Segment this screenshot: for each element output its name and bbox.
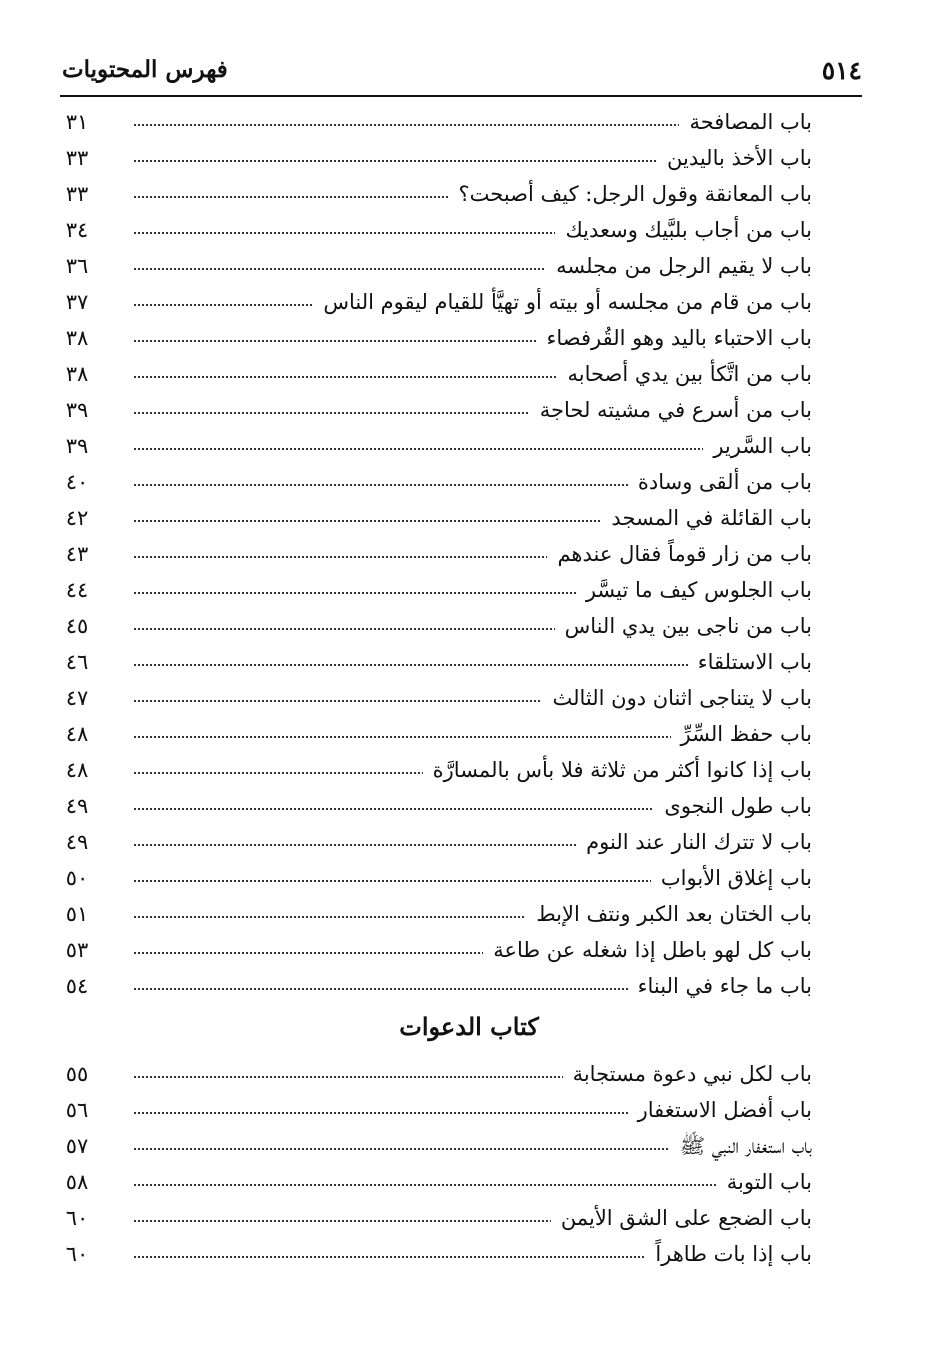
toc-entry bbox=[0, 645, 938, 681]
toc-entry-title: باب الجلوس كيف ما تيسَّر bbox=[576, 575, 812, 605]
toc-entry-page: ٤٧ bbox=[65, 686, 89, 710]
toc-entry-page: ٥٤ bbox=[65, 974, 89, 998]
toc-entry-title: باب الضجع على الشق الأيمن bbox=[551, 1203, 812, 1233]
toc-entry-title: باب من أسرع في مشيته لحاجة bbox=[530, 395, 812, 425]
toc-entry-title: باب إغلاق الأبواب bbox=[651, 863, 812, 893]
toc-entry-title: باب لكل نبي دعوة مستجابة bbox=[563, 1059, 812, 1089]
toc-entry-title: باب الأخذ باليدين bbox=[657, 143, 812, 173]
toc-entry-title: باب الاستلقاء bbox=[688, 647, 812, 677]
toc-entry-title: باب لا يتناجى اثنان دون الثالث bbox=[542, 683, 812, 713]
toc-entry-page: ٤٣ bbox=[65, 542, 89, 566]
toc-entry-title: باب من قام من مجلسه أو بيته أو تهيَّأ للقيام ليقوم الناس bbox=[313, 287, 812, 317]
toc-entry bbox=[0, 393, 938, 429]
toc-entry bbox=[0, 321, 938, 357]
toc-entry-page: ٣٦ bbox=[65, 254, 89, 278]
toc-entry bbox=[0, 753, 938, 789]
toc-entry-page: ٤٥ bbox=[65, 614, 89, 638]
toc-entry-title: باب من اتَّكأ بين يدي أصحابه bbox=[558, 359, 813, 389]
toc-entry-page: ٥١ bbox=[65, 902, 89, 926]
toc-entry-page: ٤٠ bbox=[65, 470, 89, 494]
toc-entry bbox=[0, 465, 938, 501]
toc-entry bbox=[0, 1129, 938, 1165]
toc-entry bbox=[0, 357, 938, 393]
toc-entry-title: باب من ناجى بين يدي الناس bbox=[555, 611, 812, 641]
page-header bbox=[62, 50, 862, 94]
toc-entry-title: باب القائلة في المسجد bbox=[601, 503, 812, 533]
toc-entry bbox=[0, 537, 938, 573]
dot-leader bbox=[134, 1184, 812, 1186]
toc-entry-title: باب ما جاء في البناء bbox=[628, 971, 812, 1001]
toc-entry bbox=[0, 1165, 938, 1201]
toc-entry-page: ٥٠ bbox=[65, 866, 89, 890]
toc-entry bbox=[0, 429, 938, 465]
toc-entry bbox=[0, 717, 938, 753]
toc-entry-page: ٣٣ bbox=[65, 182, 89, 206]
toc-entry-page: ٣٧ bbox=[65, 290, 89, 314]
toc-entry-page: ٦٠ bbox=[65, 1206, 89, 1230]
toc-entry bbox=[0, 177, 938, 213]
toc-entry-page: ٤٩ bbox=[65, 794, 89, 818]
toc-entry-title: باب الاحتباء باليد وهو القُرفصاء bbox=[537, 323, 812, 353]
toc-entry bbox=[0, 861, 938, 897]
toc-entry-page: ٦٠ bbox=[65, 1242, 89, 1266]
toc-entry-title: باب كل لهو باطل إذا شغله عن طاعة bbox=[483, 935, 812, 965]
toc-entry-title: باب إذا بات طاهراً bbox=[645, 1239, 812, 1269]
toc-list-supplications bbox=[0, 1057, 938, 1273]
toc-entry-title: باب لا تترك النار عند النوم bbox=[576, 827, 812, 857]
toc-entry bbox=[0, 501, 938, 537]
running-title: فهرس المحتويات bbox=[62, 56, 228, 83]
toc-entry bbox=[0, 105, 938, 141]
toc-entry-title: باب التوبة bbox=[717, 1167, 812, 1197]
toc-entry-title: باب أفضل الاستغفار bbox=[628, 1095, 812, 1125]
toc-entry bbox=[0, 573, 938, 609]
toc-list-manners bbox=[0, 105, 938, 1005]
toc-entry-page: ٣٩ bbox=[65, 398, 89, 422]
toc-entry bbox=[0, 681, 938, 717]
toc-entry bbox=[0, 285, 938, 321]
toc-entry-page: ٥٥ bbox=[65, 1062, 89, 1086]
toc-entry bbox=[0, 249, 938, 285]
toc-entry-page: ٥٧ bbox=[65, 1134, 89, 1158]
toc-entry-page: ٤٦ bbox=[65, 650, 89, 674]
toc-entry-title: باب طول النجوى bbox=[654, 791, 812, 821]
toc-entry-title: باب الختان بعد الكبر ونتف الإبط bbox=[526, 899, 812, 929]
toc-entry bbox=[0, 1201, 938, 1237]
toc-entry bbox=[0, 789, 938, 825]
toc-entry bbox=[0, 825, 938, 861]
toc-entry-page: ٣٣ bbox=[65, 146, 89, 170]
toc-entry-page: ٤٩ bbox=[65, 830, 89, 854]
toc-entry bbox=[0, 1093, 938, 1129]
section-heading: كتاب الدعوات bbox=[399, 1012, 539, 1041]
toc-entry-page: ٥٦ bbox=[65, 1098, 89, 1122]
toc-entry-title: باب استغفار النبي ﷺ bbox=[670, 1131, 812, 1161]
toc-entry-title: باب من زار قوماً فقال عندهم bbox=[547, 539, 812, 569]
toc-entry-page: ٥٣ bbox=[65, 938, 89, 962]
toc-entry-title: باب المصافحة bbox=[679, 107, 812, 137]
toc-entry-title: باب من أجاب بلبَّيك وسعديك bbox=[555, 215, 812, 245]
toc-entry-page: ٣١ bbox=[65, 110, 89, 134]
toc-entry-page: ٤٤ bbox=[65, 578, 89, 602]
toc-entry bbox=[0, 897, 938, 933]
toc-entry bbox=[0, 1057, 938, 1093]
toc-entry bbox=[0, 141, 938, 177]
toc-entry-title: باب إذا كانوا أكثر من ثلاثة فلا بأس بالمسارَّة bbox=[423, 755, 812, 785]
toc-entry-title: باب حفظ السِّرِّ bbox=[671, 719, 812, 749]
toc-entry-page: ٤٢ bbox=[65, 506, 89, 530]
toc-entry-page: ٤٨ bbox=[65, 722, 89, 746]
toc-entry-page: ٣٨ bbox=[65, 362, 89, 386]
toc-entry bbox=[0, 213, 938, 249]
toc-entry bbox=[0, 969, 938, 1005]
toc-entry-page: ٥٨ bbox=[65, 1170, 89, 1194]
header-rule bbox=[60, 95, 862, 97]
toc-entry-page: ٣٤ bbox=[65, 218, 89, 242]
toc-entry-title: باب المعانقة وقول الرجل: كيف أصبحت؟ bbox=[449, 179, 812, 209]
toc-entry bbox=[0, 1237, 938, 1273]
toc-entry bbox=[0, 933, 938, 969]
page-number: ٥١٤ bbox=[821, 56, 862, 85]
toc-entry-page: ٤٨ bbox=[65, 758, 89, 782]
toc-entry-title: باب لا يقيم الرجل من مجلسه bbox=[546, 251, 812, 281]
toc-entry-page: ٣٨ bbox=[65, 326, 89, 350]
toc-entry bbox=[0, 609, 938, 645]
toc-entry-title: باب السَّرير bbox=[703, 431, 812, 461]
toc-entry-page: ٣٩ bbox=[65, 434, 89, 458]
toc-entry-title: باب من ألقى وسادة bbox=[628, 467, 812, 497]
